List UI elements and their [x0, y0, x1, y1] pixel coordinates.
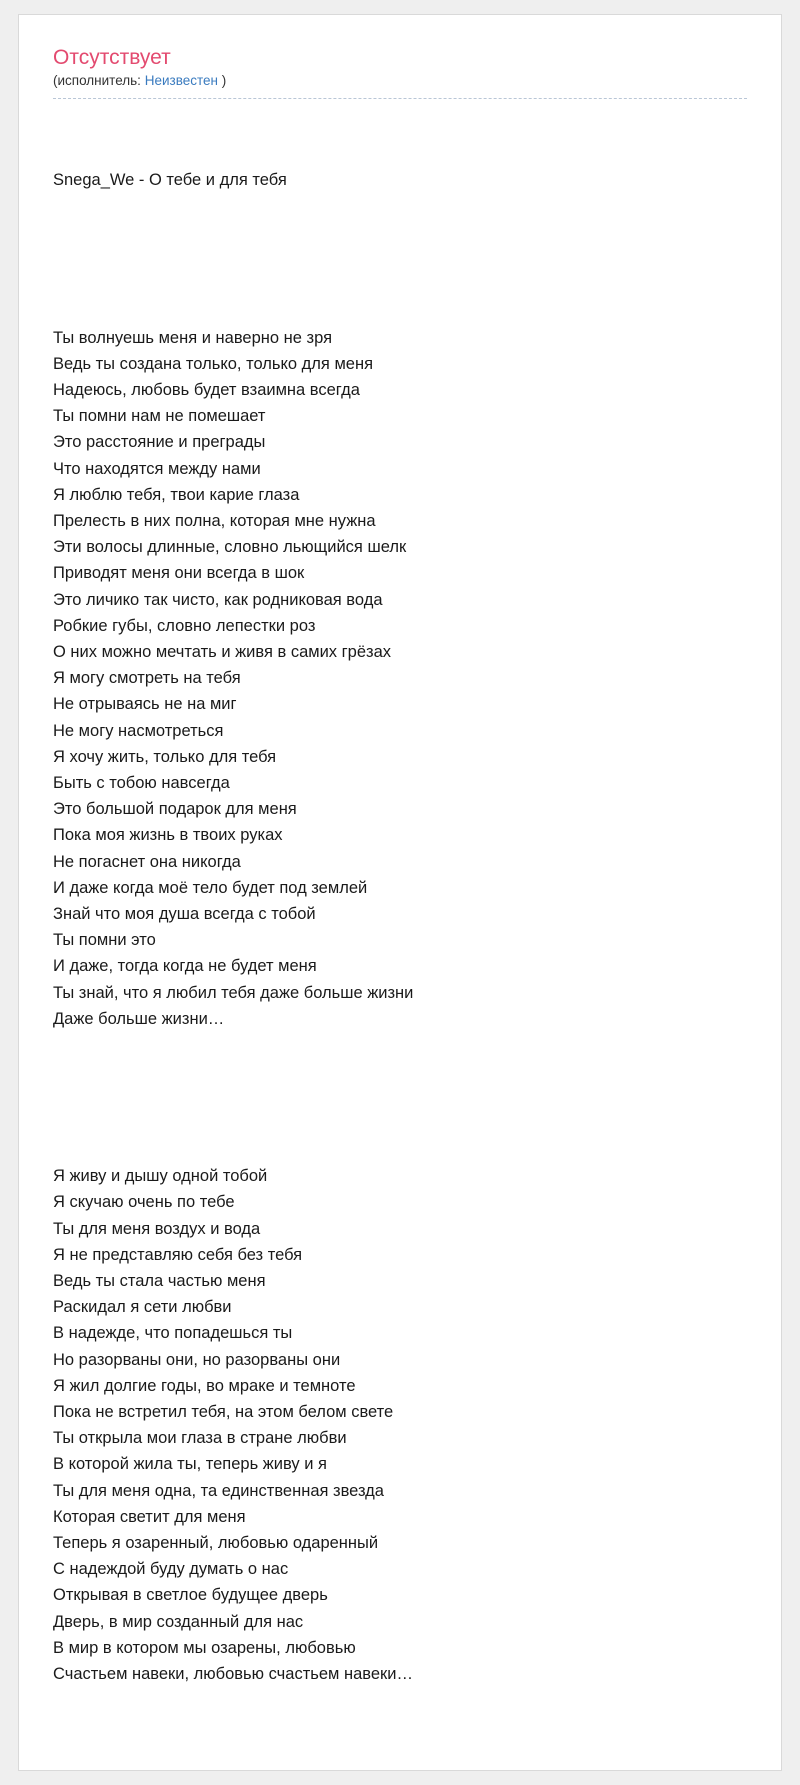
- lyrics-body: [53, 115, 747, 1740]
- lyrics-line: Теперь я озаренный, любовью одаренный: [53, 1533, 379, 1552]
- lyrics-line: Надеюсь, любовь будет взаимна всегда: [53, 381, 360, 400]
- lyrics-line: Ты волнуешь меня и наверно не зря: [53, 328, 333, 347]
- lyrics-line: Раскидал я сети любви: [53, 1298, 232, 1317]
- lyrics-line: Ведь ты стала частью меня: [53, 1271, 266, 1290]
- lyrics-line: Ты знай, что я любил тебя даже больше жизни: [53, 983, 414, 1002]
- lyrics-line: Не отрываясь не на миг: [53, 695, 237, 714]
- lyrics-line: Это расстояние и преграды: [53, 433, 266, 452]
- page-title: Отсутствует: [53, 46, 171, 69]
- lyrics-line: Пока не встретил тебя, на этом белом свете: [53, 1402, 394, 1421]
- lyrics-line: Это большой подарок для меня: [53, 800, 297, 819]
- lyrics-line: Я люблю тебя, твои карие глаза: [53, 485, 300, 504]
- artist-paren-close: ): [221, 73, 227, 88]
- lyrics-line: В которой жила ты, теперь живу и я: [53, 1455, 327, 1474]
- lyrics-line: Я скучаю очень по тебе: [53, 1193, 235, 1212]
- lyrics-line: Я хочу жить, только для тебя: [53, 747, 277, 766]
- lyrics-line: Открывая в светлое будущее дверь: [53, 1586, 328, 1605]
- lyrics-line: Не могу насмотреться: [53, 721, 224, 740]
- lyrics-line: Дверь, в мир созданный для нас: [53, 1612, 304, 1631]
- lyrics-line: Быть с тобою навсегда: [53, 774, 230, 793]
- artist-link[interactable]: Неизвестен: [144, 73, 218, 88]
- artist-line: [53, 73, 747, 99]
- lyrics-line: Робкие губы, словно лепестки роз: [53, 616, 316, 635]
- lyrics-line: Я живу и дышу одной тобой: [53, 1167, 268, 1186]
- lyrics-line: В надежде, что попадешься ты: [53, 1324, 293, 1343]
- lyrics-line: Прелесть в них полна, которая мне нужна: [53, 512, 376, 531]
- lyrics-line: Ты помни это: [53, 931, 156, 950]
- lyrics-sheet: [18, 14, 782, 1771]
- lyrics-line: Я не представляю себя без тебя: [53, 1245, 303, 1264]
- lyrics-line: Ты помни нам не помешает: [53, 407, 266, 426]
- lyrics-line: Ведь ты создана только, только для меня: [53, 354, 374, 373]
- lyrics-line: Даже больше жизни…: [53, 1009, 225, 1028]
- lyrics-line: И даже, тогда когда не будет меня: [53, 957, 317, 976]
- lyrics-spacer: [53, 246, 747, 272]
- lyrics-line: И даже когда моё тело будет под землей: [53, 878, 368, 897]
- lyrics-line: Ты открыла мои глаза в стране любви: [53, 1429, 347, 1448]
- lyrics-stanza-1: [53, 325, 747, 1032]
- lyrics-heading-line: Snega_We - О тебе и для тебя: [53, 171, 287, 190]
- lyrics-line: О них можно мечтать и живя в самих грёзах: [53, 643, 392, 662]
- lyrics-line: Знай что моя душа всегда с тобой: [53, 905, 316, 924]
- lyrics-line: Которая светит для меня: [53, 1507, 246, 1526]
- lyrics-spacer: [53, 1085, 747, 1111]
- lyrics-line: Ты для меня воздух и вода: [53, 1219, 261, 1238]
- lyrics-line: Что находятся между нами: [53, 459, 261, 478]
- lyrics-line: Не погаснет она никогда: [53, 852, 241, 871]
- lyrics-line: Я жил долгие годы, во мраке и темноте: [53, 1376, 356, 1395]
- lyrics-line: Счастьем навеки, любовью счастьем навеки…: [53, 1664, 413, 1683]
- lyrics-line: Я могу смотреть на тебя: [53, 669, 241, 688]
- lyrics-line: В мир в котором мы озарены, любовью: [53, 1638, 356, 1657]
- lyrics-line: Пока моя жизнь в твоих руках: [53, 826, 283, 845]
- lyrics-line: С надеждой буду думать о нас: [53, 1560, 289, 1579]
- lyrics-line: Это личико так чисто, как родниковая вода: [53, 590, 383, 609]
- lyrics-stanza-2: [53, 1163, 747, 1687]
- lyrics-line: Но разорваны они, но разорваны они: [53, 1350, 341, 1369]
- artist-label: (исполнитель:: [53, 73, 141, 88]
- lyrics-line: Приводят меня они всегда в шок: [53, 564, 305, 583]
- lyrics-line: Эти волосы длинные, словно льющийся шелк: [53, 538, 407, 557]
- lyrics-line: Ты для меня одна, та единственная звезда: [53, 1481, 384, 1500]
